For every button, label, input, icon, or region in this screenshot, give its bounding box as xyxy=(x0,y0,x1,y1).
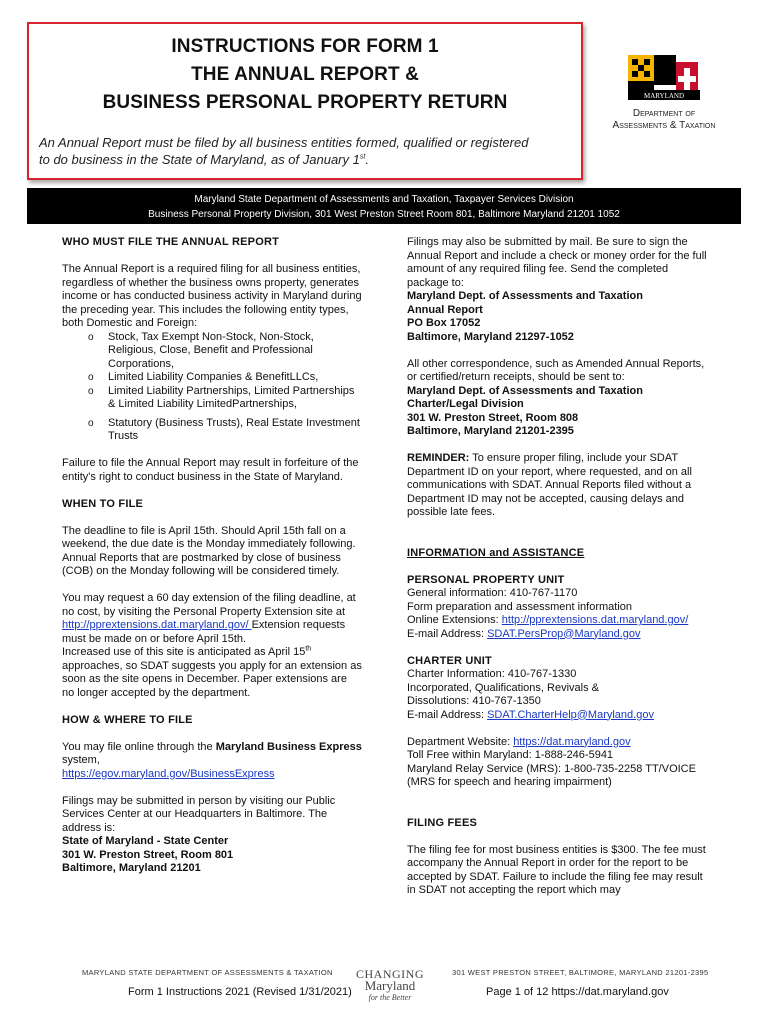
address-line: Maryland Dept. of Assessments and Taxation xyxy=(407,290,643,302)
title-box xyxy=(27,22,583,180)
how-heading: HOW & WHERE TO FILE xyxy=(62,713,193,726)
business-express-link[interactable]: https://egov.maryland.gov/BusinessExpress xyxy=(62,767,275,780)
pp-email-link[interactable]: SDAT.PersProp@Maryland.gov xyxy=(487,627,641,640)
department-website-link[interactable]: https://dat.maryland.gov xyxy=(513,735,631,748)
address-line: 301 W. Preston Street, Room 801 xyxy=(62,848,234,861)
list-item: o Statutory (Business Trusts), Real Estate Investment Trusts xyxy=(88,417,362,444)
when-heading: WHEN TO FILE xyxy=(62,497,144,510)
extension-paragraph: You may request a 60 day extension of the filing deadline, at no cost, by visiting the Personal Property Extension site at http://pprextensions.dat.maryland.gov/ Extension requests must be made on or before April 15th. Increased use of this site is anticipated as April 15th approaches, so SDAT suggests you apply for an extension as soon as the site opens in December. Paper extensions are no longer accepted by the department. xyxy=(62,592,362,699)
list-item: o Limited Liability Partnerships, Limited Partnerships & Limited Liability LimitedPartnerships, xyxy=(88,385,362,412)
entity-type-list xyxy=(62,331,362,444)
who-paragraph: The Annual Report is a required filing for all business entities, regardless of whether the business owns property, generates income or has conducted business activity in Maryland during the preceding year. This includes the following entity types, both Domestic and Foreign: xyxy=(62,263,362,329)
left-column xyxy=(62,236,362,876)
address-line: PO Box 17052 xyxy=(407,317,481,329)
changing-maryland-logo: CHANGING Maryland for the Better xyxy=(356,967,424,1002)
list-item: o Limited Liability Companies & BenefitLLCs, xyxy=(88,371,362,385)
title-line-3: BUSINESS PERSONAL PROPERTY RETURN xyxy=(102,92,508,113)
online-filing-paragraph: You may file online through the Maryland Business Express system, https://egov.maryland.gov/BusinessExpress xyxy=(62,740,362,780)
band-line-2: Business Personal Property Division, 301 West Preston Street Room 801, Baltimore Maryland 21201 1052 xyxy=(148,209,620,220)
mail-paragraph: Filings may also be submitted by mail. Be sure to sign the Annual Report and include a check or money order for the full amount of any required filing fee. Send the completed package to: xyxy=(407,236,707,289)
department-name: Department of Assessments & Taxation xyxy=(612,108,716,131)
charter-email-link[interactable]: SDAT.CharterHelp@Maryland.gov xyxy=(487,708,654,721)
footer-dept-right: 301 WEST PRESTON STREET, BALTIMORE, MARYLAND 21201-2395 xyxy=(452,968,709,977)
address-line: Baltimore, Maryland 21201-2395 xyxy=(407,425,574,437)
title-line-1: INSTRUCTIONS FOR FORM 1 xyxy=(171,36,439,57)
address-line: Annual Report xyxy=(407,303,483,316)
deadline-paragraph: The deadline to file is April 15th. Should April 15th fall on a weekend, the due date is the Monday immediately following. Annual Reports that are postmarked by close of business (COB) on the Monday following will be considered timely. xyxy=(62,524,356,577)
charter-heading: CHARTER UNIT xyxy=(407,654,492,667)
band-line-1: Maryland State Department of Assessments and Taxation, Taxpayer Services Division xyxy=(194,194,574,205)
address-line: Charter/Legal Division xyxy=(407,398,524,410)
footer-form-info: Form 1 Instructions 2021 (Revised 1/31/2021) xyxy=(128,986,352,998)
address-line: Baltimore, Maryland 21297-1052 xyxy=(407,330,574,343)
logo-wordmark: MARYLAND xyxy=(643,92,685,100)
personal-property-heading: PERSONAL PROPERTY UNIT xyxy=(407,573,565,586)
pp-extensions-link[interactable]: http://pprextensions.dat.maryland.gov/ xyxy=(501,614,689,626)
filing-fees-paragraph: The filing fee for most business entities is $300. The fee must accompany the Annual Report in order for the report to be accepted by SDAT. Failure to include the filing fee may result in SDAT not accepting the report which may xyxy=(407,843,706,896)
division-band xyxy=(27,188,741,224)
address-line: Baltimore, Maryland 21201 xyxy=(62,862,201,874)
who-heading: WHO MUST FILE THE ANNUAL REPORT xyxy=(62,236,280,248)
extension-link[interactable]: http://pprextensions.dat.maryland.gov/ xyxy=(62,619,252,631)
address-line: 301 W. Preston Street, Room 808 xyxy=(407,411,579,424)
list-item: o Stock, Tax Exempt Non-Stock, Non-Stock, Religious, Close, Benefit and Professional Corporations, xyxy=(88,331,362,372)
address-line: State of Maryland - State Center xyxy=(62,835,229,847)
correspondence-paragraph: All other correspondence, such as Amended Annual Reports, or certified/return receipts, should be sent to: xyxy=(407,357,705,383)
address-line: Maryland Dept. of Assessments and Taxation xyxy=(407,384,643,397)
forfeiture-paragraph: Failure to file the Annual Report may result in forfeiture of the entity's right to conduct business in the State of Maryland. xyxy=(62,457,359,483)
reminder-paragraph: REMINDER: To ensure proper filing, include your SDAT Department ID on your report, where requested, and on all communications with SDAT. Annual Reports filed without a Department ID may not be accepted, causing delays and possible late fees. xyxy=(407,452,692,518)
title-line-2: THE ANNUAL REPORT & xyxy=(191,64,419,85)
footer-dept-left: MARYLAND STATE DEPARTMENT OF ASSESSMENTS & TAXATION xyxy=(82,968,333,977)
right-column: Filings may also be submitted by mail. Be sure to sign the Annual Report and include a check or money order for the full amount of any required filing fee. Send the completed package to: Maryland Dept. of Assessments and Taxation Annual Report PO Box 17052 Baltimore, Maryland 21297-1052 All other correspondence, such as Amended Annual Reports, or certified/return receipts, should be sent to: Maryland Dept. of Assessments and Taxation Charter/Legal Division 301 W. Preston Street, Room 808 Baltimore, Maryland 21201-2395 REMINDER: To ensure proper filing, include your SDAT Department ID on your report, where requested, and on all communications with SDAT. Annual Reports filed without a Department ID may not be accepted, causing delays and possible late fees. INFORMATION and ASSISTANCE PERSONAL PROPERTY UNIT General information: 410-767-1170 Form preparation and assessment information Online Extensions: http://pprextensions.dat.maryland.gov/ E-mail Address: SDAT.PersProp@Maryland.gov CHARTER UNIT Charter Information: 410-767-1330 Incorporated, Qualifications, Revivals & Dissolutions: 410-767-1350 E-mail Address: SDAT.CharterHelp@Maryland.gov Department Website: https://dat.maryland.gov Toll Free within Maryland: 1-888-246-5941 Maryland Relay Service (MRS): 1-800-735-2258 TT/VOICE (MRS for speech and hearing impairment) FILING FEES The filing fee for most business entities is $300. The fee must accompany the Annual Report in order for the report to be accepted by SDAT. Failure to include the filing fee may result in SDAT not accepting the report which may xyxy=(407,236,707,896)
info-heading: INFORMATION and ASSISTANCE xyxy=(407,546,585,559)
filing-fees-heading: FILING FEES xyxy=(407,816,478,829)
footer-page-info: Page 1 of 12 https://dat.maryland.gov xyxy=(486,986,669,998)
in-person-paragraph: Filings may be submitted in person by visiting our Public Services Center at our Headquarters in Baltimore. The address is: xyxy=(62,794,336,834)
intro-text: An Annual Report must be filed by all business entities formed, qualified or registered to do business in the State of Maryland, as of January 1st. xyxy=(39,135,529,167)
